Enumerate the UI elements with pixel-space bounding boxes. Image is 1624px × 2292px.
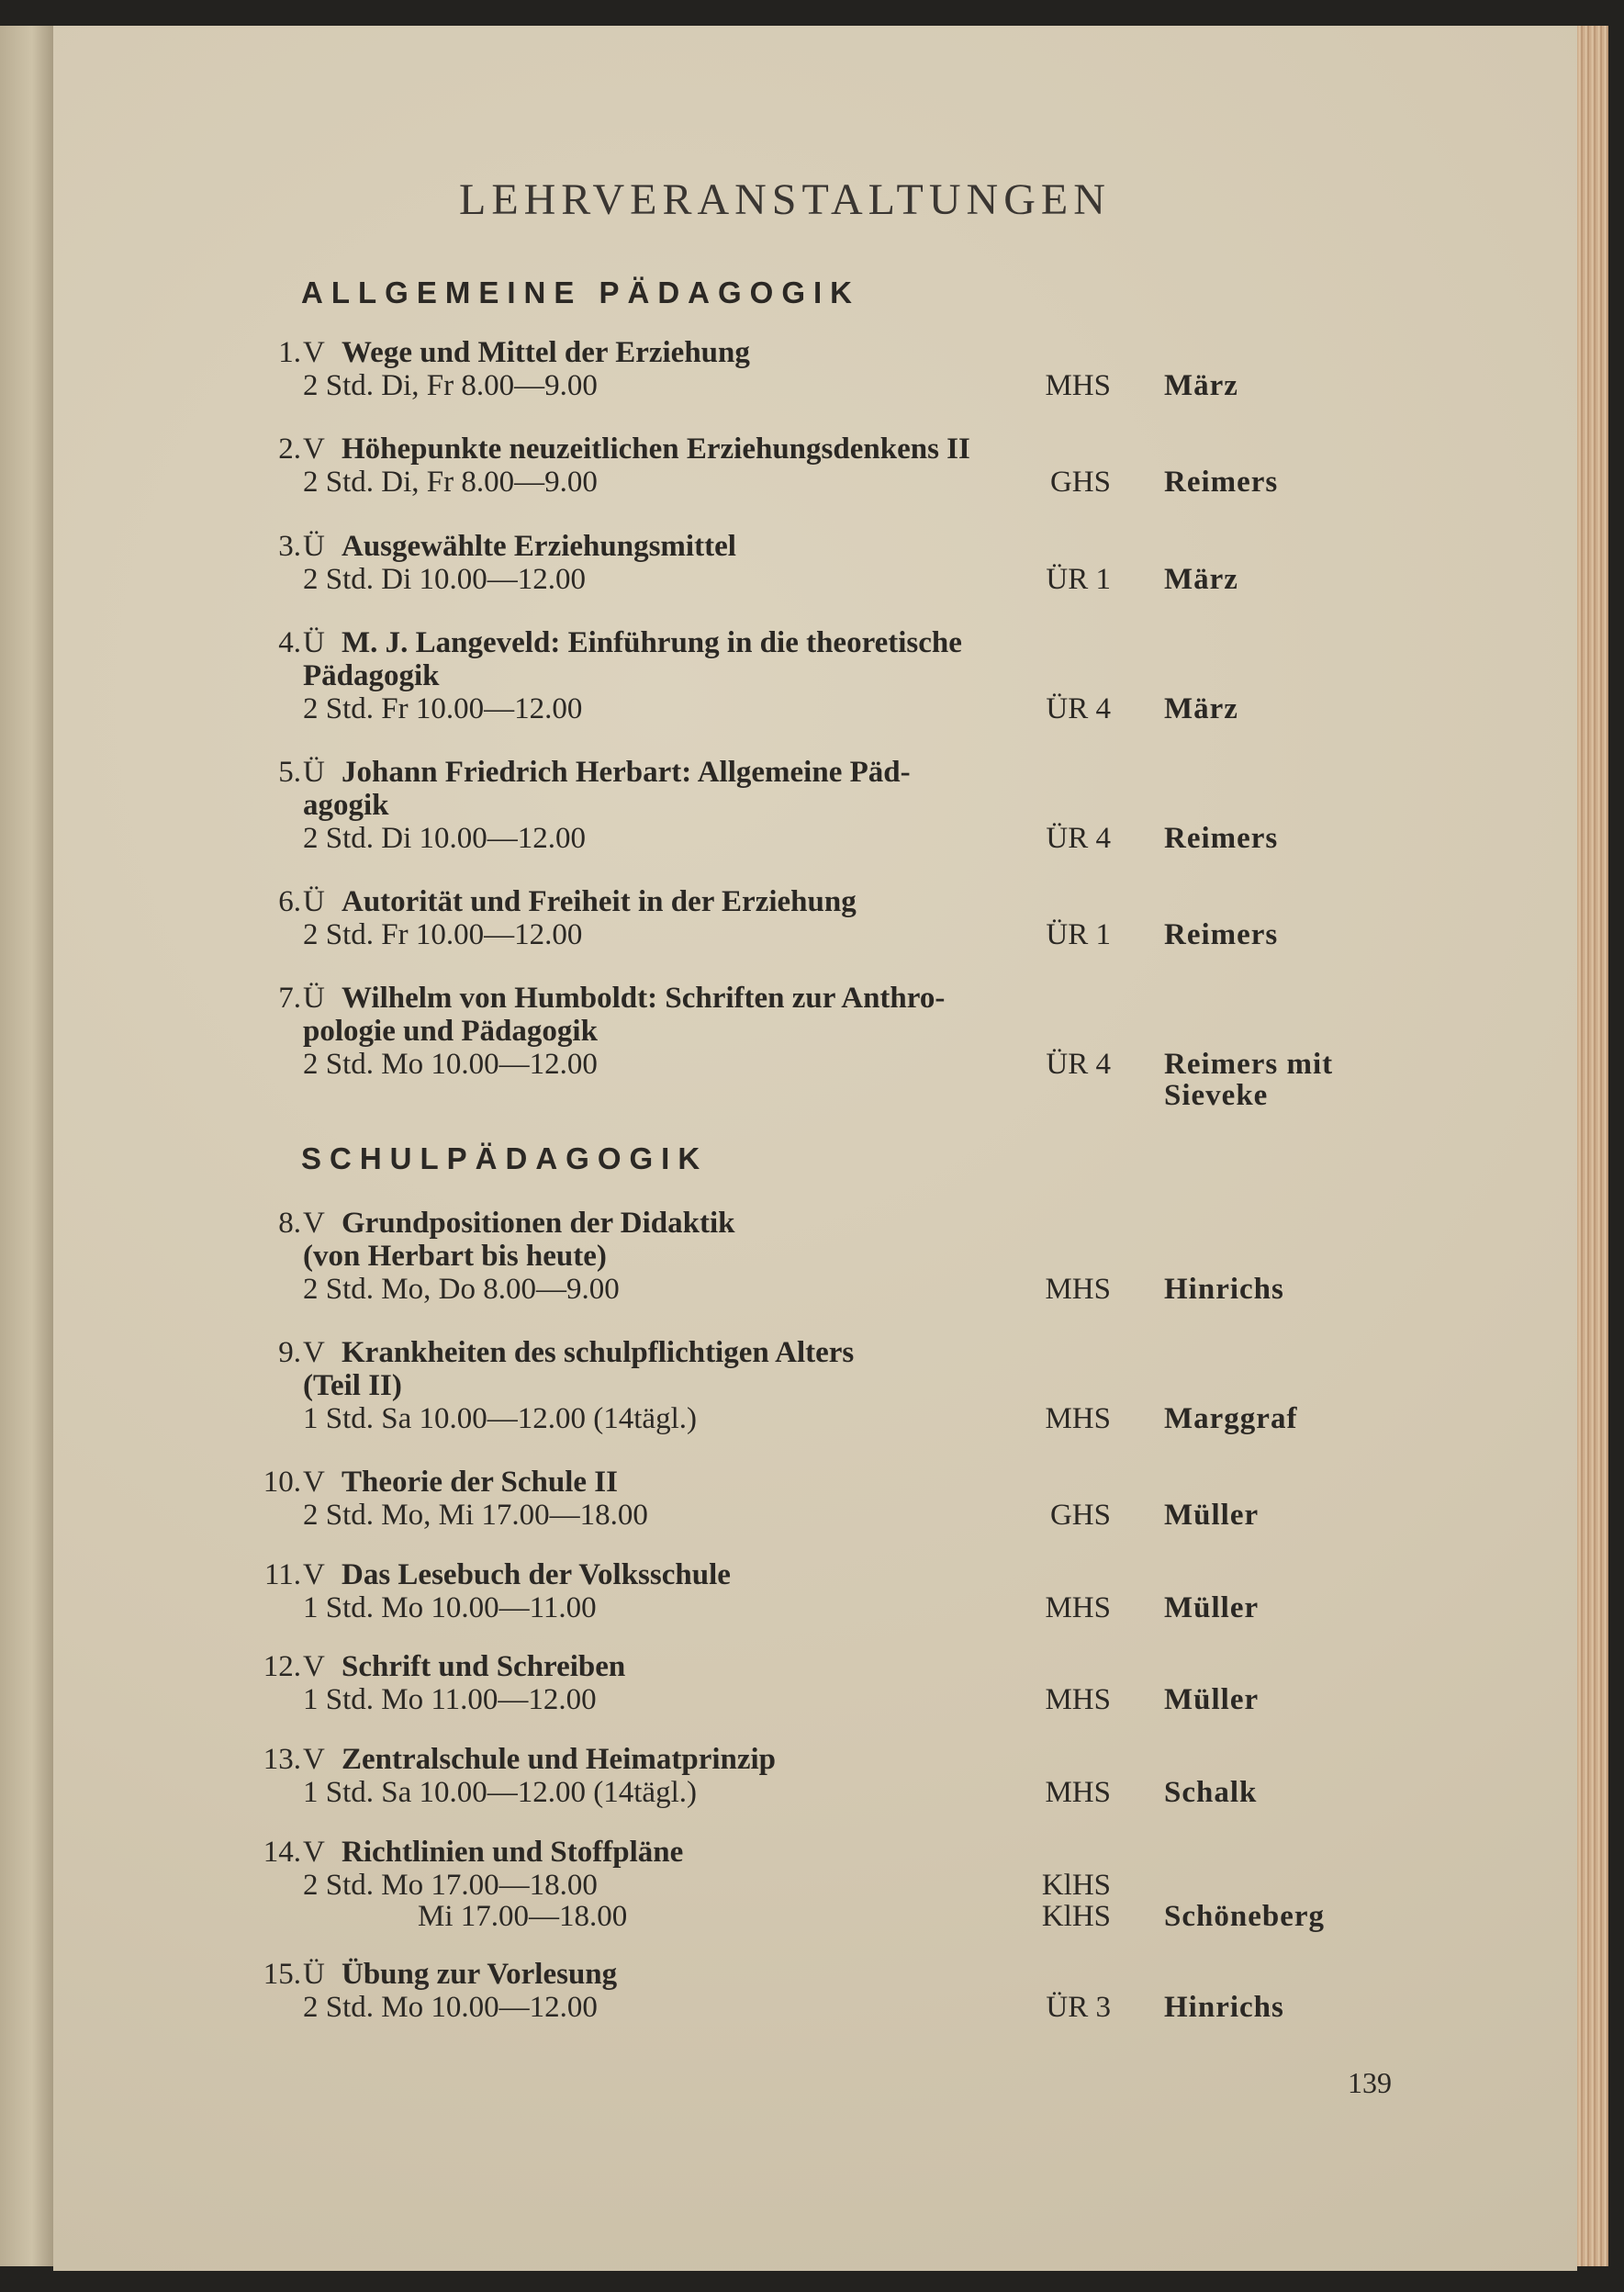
page-number: 139 <box>1348 2066 1392 2099</box>
course-number: 13. <box>263 1743 301 1776</box>
course-title: Wege und Mittel der Erziehung <box>342 336 750 369</box>
course-number: 6. <box>278 885 301 918</box>
course-lecturer: Reimers <box>1164 466 1279 499</box>
course-schedule: 2 Std. Di 10.00—12.00 <box>303 563 587 596</box>
course-type: Ü <box>303 1958 325 1991</box>
course-lecturer: März <box>1164 563 1238 596</box>
course-schedule: 2 Std. Fr 10.00—12.00 <box>303 918 583 951</box>
course-title: Krankheiten des schulpflichtigen Alters <box>342 1336 855 1369</box>
course-number: 1. <box>278 336 301 369</box>
course-type: V <box>303 1558 325 1591</box>
course-room: GHS <box>1049 1499 1111 1532</box>
course-title: Schrift und Schreiben <box>342 1650 626 1683</box>
course-room: MHS <box>1045 369 1111 402</box>
page-edges <box>1577 26 1608 2266</box>
course-type: Ü <box>303 626 325 659</box>
course-lecturer: Marggraf <box>1164 1402 1298 1435</box>
course-number: 7. <box>278 982 301 1015</box>
course-schedule: 2 Std. Di, Fr 8.00—9.00 <box>303 369 598 402</box>
course-room: ÜR 4 <box>1046 692 1111 725</box>
course-type: Ü <box>303 885 325 918</box>
course-lecturer: Hinrichs <box>1164 1991 1284 2024</box>
course-type: V <box>303 1336 325 1369</box>
course-schedule: 2 Std. Fr 10.00—12.00 <box>303 692 583 725</box>
section-heading-allgemeine-paedagogik: ALLGEMEINE PÄDAGOGIK <box>301 275 861 309</box>
facing-page-edge <box>0 26 55 2266</box>
course-room: MHS <box>1045 1402 1111 1435</box>
course-type: V <box>303 1207 325 1240</box>
course-room: ÜR 4 <box>1046 822 1111 855</box>
course-title-continued: pologie und Pädagogik <box>303 1015 598 1048</box>
course-schedule: 2 Std. Di, Fr 8.00—9.00 <box>303 466 598 499</box>
course-type: V <box>303 1743 325 1776</box>
course-lecturer: März <box>1164 369 1238 402</box>
course-room-second: KlHS <box>1041 1900 1111 1933</box>
course-number: 15. <box>263 1958 301 1991</box>
course-schedule-second: Mi 17.00—18.00 <box>418 1900 628 1933</box>
course-title: Theorie der Schule II <box>342 1466 618 1499</box>
course-number: 11. <box>263 1558 301 1591</box>
course-number: 9. <box>278 1336 301 1369</box>
course-schedule: 2 Std. Mo 10.00—12.00 <box>303 1048 598 1081</box>
course-title: Johann Friedrich Herbart: Allgemeine Päd- <box>342 756 911 789</box>
course-title-continued: Pädagogik <box>303 659 440 692</box>
course-title-continued: agogik <box>303 789 389 822</box>
course-lecturer: März <box>1164 692 1238 725</box>
course-lecturer-continued: Sieveke <box>1164 1079 1269 1112</box>
course-number: 14. <box>263 1836 301 1869</box>
course-number: 5. <box>278 756 301 789</box>
course-title-continued: (von Herbart bis heute) <box>303 1240 607 1273</box>
course-room: MHS <box>1045 1776 1111 1809</box>
course-lecturer: Hinrichs <box>1164 1273 1284 1306</box>
section-heading-schulpaedagogik: SCHULPÄDAGOGIK <box>301 1141 709 1175</box>
course-schedule: 2 Std. Di 10.00—12.00 <box>303 822 587 855</box>
course-title: Übung zur Vorlesung <box>342 1958 618 1991</box>
course-room: MHS <box>1045 1273 1111 1306</box>
course-room: MHS <box>1045 1683 1111 1716</box>
course-room: ÜR 1 <box>1046 563 1111 596</box>
course-room: ÜR 3 <box>1046 1991 1111 2024</box>
course-number: 10. <box>263 1466 301 1499</box>
course-title: Zentralschule und Heimatprinzip <box>342 1743 777 1776</box>
course-title: Ausgewählte Erziehungsmittel <box>342 530 736 563</box>
course-room: KlHS <box>1041 1869 1111 1902</box>
course-lecturer: Schöneberg <box>1164 1900 1325 1933</box>
course-schedule: 1 Std. Sa 10.00—12.00 (14tägl.) <box>303 1776 697 1809</box>
course-room: MHS <box>1045 1591 1111 1624</box>
course-lecturer: Müller <box>1164 1683 1260 1716</box>
course-title: Das Lesebuch der Volksschule <box>342 1558 731 1591</box>
course-lecturer: Reimers <box>1164 918 1279 951</box>
course-title: Höhepunkte neuzeitlichen Erziehungsdenkens II <box>342 433 970 466</box>
course-lecturer: Reimers <box>1164 822 1279 855</box>
course-title: Autorität und Freiheit in der Erziehung <box>342 885 857 918</box>
course-room: ÜR 1 <box>1046 918 1111 951</box>
course-type: V <box>303 1650 325 1683</box>
course-title-continued: (Teil II) <box>303 1369 402 1402</box>
course-number: 2. <box>278 433 301 466</box>
course-title: Richtlinien und Stoffpläne <box>342 1836 684 1869</box>
course-schedule: 1 Std. Sa 10.00—12.00 (14tägl.) <box>303 1402 697 1435</box>
page-title: LEHRVERANSTALTUNGEN <box>459 175 1111 224</box>
course-lecturer: Reimers mit <box>1164 1048 1334 1081</box>
course-title: Wilhelm von Humboldt: Schriften zur Anthro- <box>342 982 946 1015</box>
course-type: Ü <box>303 756 325 789</box>
course-number: 12. <box>263 1650 301 1683</box>
course-schedule: 1 Std. Mo 11.00—12.00 <box>303 1683 597 1716</box>
course-schedule: 2 Std. Mo, Mi 17.00—18.00 <box>303 1499 648 1532</box>
course-title: M. J. Langeveld: Einführung in die theoretische <box>342 626 962 659</box>
course-schedule: 2 Std. Mo 17.00—18.00 <box>303 1869 598 1902</box>
course-type: V <box>303 433 325 466</box>
course-room: ÜR 4 <box>1046 1048 1111 1081</box>
course-schedule: 2 Std. Mo 10.00—12.00 <box>303 1991 598 2024</box>
course-type: V <box>303 336 325 369</box>
course-schedule: 2 Std. Mo, Do 8.00—9.00 <box>303 1273 620 1306</box>
course-type: Ü <box>303 982 325 1015</box>
course-lecturer: Schalk <box>1164 1776 1258 1809</box>
course-lecturer: Müller <box>1164 1591 1260 1624</box>
course-type: V <box>303 1466 325 1499</box>
course-type: V <box>303 1836 325 1869</box>
course-schedule: 1 Std. Mo 10.00—11.00 <box>303 1591 597 1624</box>
course-number: 4. <box>278 626 301 659</box>
course-lecturer: Müller <box>1164 1499 1260 1532</box>
course-number: 3. <box>278 530 301 563</box>
course-number: 8. <box>278 1207 301 1240</box>
course-room: GHS <box>1049 466 1111 499</box>
course-title: Grundpositionen der Didaktik <box>342 1207 735 1240</box>
course-type: Ü <box>303 530 325 563</box>
